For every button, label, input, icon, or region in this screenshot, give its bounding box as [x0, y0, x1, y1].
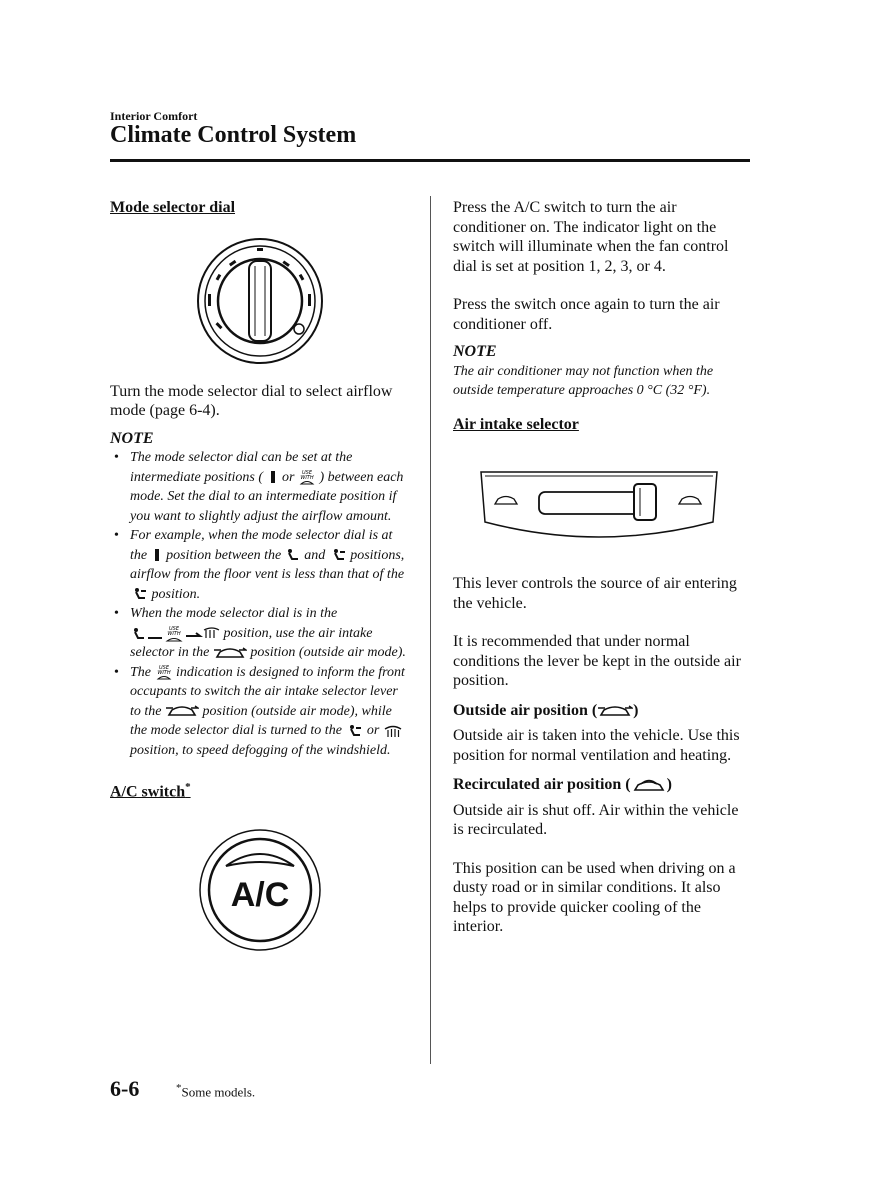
note-item: • For example, when the mode selector dial is at the position between the and positions, airflow from the floor vent is less than that of the position. — [110, 526, 410, 604]
ac-button-figure — [198, 828, 322, 952]
note-item: • When the mode selector dial is in the USE WITH position, use the air intake selector in the position (outside air mode). — [110, 604, 410, 663]
ac-button-label: A/C — [230, 875, 290, 914]
ac-on-text: Press the A/C switch to turn the air conditioner on. The indicator light on the switch will illuminate when the fan control dial is set at position 1, 2, 3, or 4. — [453, 199, 729, 275]
page-number: 6-6 — [110, 1076, 140, 1101]
intake-recommend-text: It is recommended that under normal conditions the lever be kept in the outside air position. — [453, 633, 741, 689]
bar-position-icon — [267, 470, 279, 484]
outside-air-text: Outside air is taken into the vehicle. Use this position for normal ventilation and heating. — [453, 727, 740, 764]
outside-air-icon — [165, 703, 199, 719]
use-with-icon — [298, 468, 316, 486]
air-intake-figure — [479, 470, 719, 546]
ac-note-title: NOTE — [453, 343, 497, 360]
svg-text:USE: USE — [158, 665, 169, 672]
ac-off-text: Press the switch once again to turn the air conditioner off. — [453, 296, 720, 333]
mode-selector-heading: Mode selector dial — [110, 199, 236, 216]
mode-note-list — [110, 448, 410, 760]
recirculated-air-text: Outside air is shut off. Air within the vehicle is recirculated. — [453, 801, 739, 838]
recirculated-use-text: This position can be used when driving on a dusty road or in similar conditions. It also helps to provide quicker cooling of the interior. — [453, 859, 736, 935]
defroster-icon — [383, 724, 403, 738]
svg-text:WITH: WITH — [156, 670, 171, 677]
note-item: • The mode selector dial can be set at the intermediate positions ( or USE WITH ) between each mode. Set the dial to an intermediate position if you want to slightly adjust the airflow amount. — [110, 448, 410, 526]
svg-text:USE: USE — [301, 470, 312, 477]
bi-level-icon — [345, 724, 363, 738]
mode-dial-figure — [195, 236, 325, 366]
bar-position-icon — [151, 548, 163, 562]
svg-text:USE: USE — [169, 626, 179, 633]
recirculated-air-icon — [631, 777, 667, 793]
page-title: Climate Control System — [110, 122, 357, 148]
column-divider — [430, 196, 431, 1064]
outside-air-heading: Outside air position ( ) — [453, 701, 639, 719]
note-item: • The USE WITH indication is designed to inform the front occupants to switch the air intake selector lever to the position (outside air mode), while the mode selector dial is turned to the or position, to speed defogging of the windshield. — [110, 663, 410, 761]
use-with-icon — [130, 624, 220, 642]
foot-vent-icon — [285, 548, 301, 562]
intake-lever-text: This lever controls the source of air entering the vehicle. — [453, 575, 737, 612]
outside-air-icon — [597, 703, 633, 719]
mode-selector-text: Turn the mode selector dial to select airflow mode (page 6-4). — [110, 382, 393, 419]
title-rule — [110, 159, 750, 162]
ac-switch-heading: A/C switch* — [110, 781, 191, 801]
right-column — [453, 198, 753, 937]
air-intake-heading: Air intake selector — [453, 415, 579, 433]
bi-level-icon — [329, 548, 347, 562]
footer-note: *Some models. — [176, 1082, 256, 1100]
ac-note-text: The air conditioner may not function when the outside temperature approaches 0 °C (32 °F). — [453, 363, 714, 398]
bi-level-icon — [130, 587, 148, 601]
use-with-icon — [155, 663, 173, 681]
left-column — [110, 198, 410, 952]
mode-note-title: NOTE — [110, 429, 154, 447]
svg-text:WITH: WITH — [167, 631, 181, 638]
section-label: Interior Comfort — [110, 109, 198, 123]
recirculated-air-heading: Recirculated air position ( ) — [453, 776, 672, 793]
svg-text:WITH: WITH — [300, 475, 314, 482]
outside-air-icon — [213, 645, 247, 661]
